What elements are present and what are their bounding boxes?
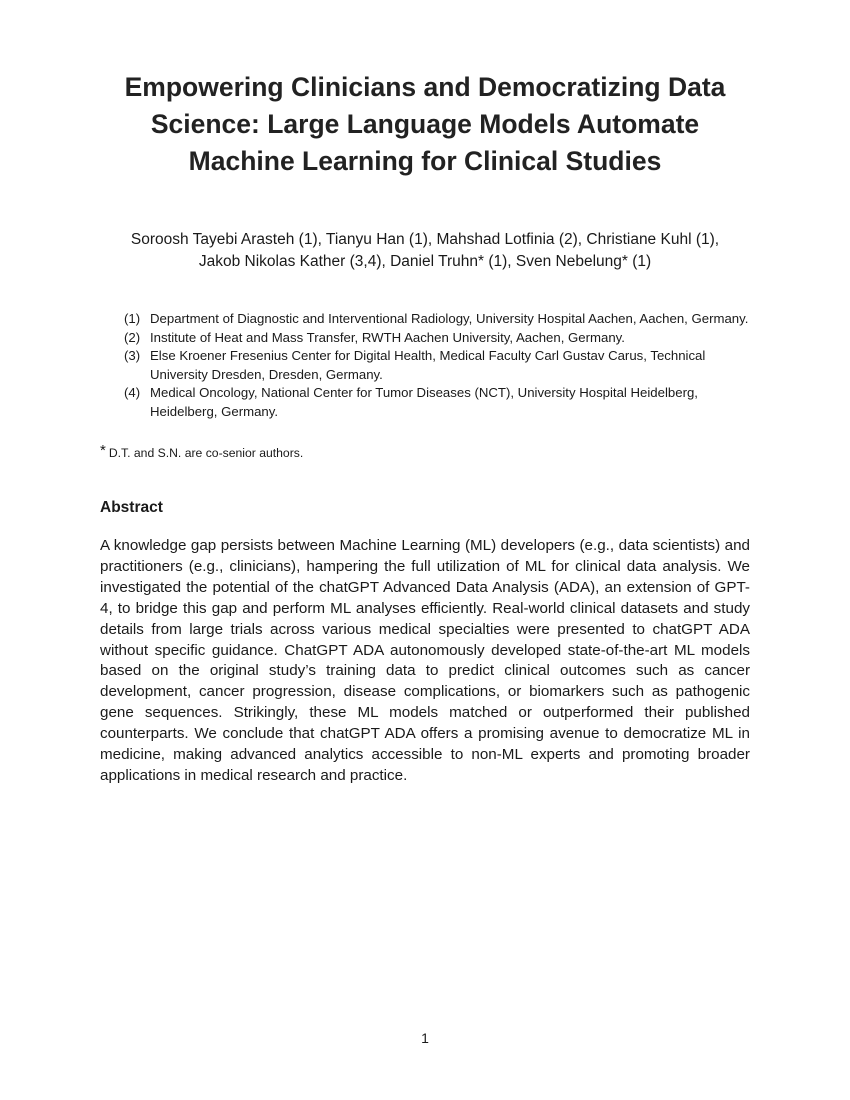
affiliation-number: (3): [124, 348, 141, 363]
page-number: 1: [421, 1030, 429, 1046]
affiliation-item: [124, 347, 764, 384]
paper-title: [60, 69, 790, 180]
author-line: Soroosh Tayebi Arasteh (1), Tianyu Han (1), Mahshad Lotfinia (2), Christiane Kuhl (1),: [130, 231, 720, 248]
affiliation-text: Department of Diagnostic and Interventional Radiology, University Hospital Aachen, Aachen, Germany.: [150, 311, 749, 326]
title-line: Empowering Clinicians and Democratizing Data: [124, 72, 726, 102]
author-list: [60, 229, 790, 273]
author-line: Jakob Nikolas Kather (3,4), Daniel Truhn* (1), Sven Nebelung* (1): [198, 253, 652, 270]
affiliation-item: [124, 329, 764, 348]
co-senior-text: D.T. and S.N. are co-senior authors.: [108, 446, 304, 460]
affiliation-item: [124, 310, 764, 329]
title-line: Science: Large Language Models Automate: [150, 109, 700, 139]
title-line: Machine Learning for Clinical Studies: [188, 146, 662, 176]
affiliation-number: (1): [124, 311, 141, 326]
affiliation-text: Institute of Heat and Mass Transfer, RWTH Aachen University, Aachen, Germany.: [150, 329, 625, 345]
affiliation-list: [124, 310, 764, 421]
affiliation-number: (2): [124, 329, 141, 345]
affiliation-number: (4): [124, 385, 141, 400]
affiliation-item: [124, 384, 764, 421]
co-senior-note: [100, 442, 303, 462]
asterisk-symbol: *: [100, 442, 106, 459]
affiliation-text: Else Kroener Fresenius Center for Digital Health, Medical Faculty Carl Gustav Carus, Technical University Dresden, Dresden, Germany.: [150, 348, 706, 382]
abstract-body: A knowledge gap persists between Machine Learning (ML) developers (e.g., data scientists) and practitioners (e.g., clinicians), hampering the full utilization of ML for clinical data analysis. We investigated the potential of the chatGPT Advanced Data Analysis (ADA), an extension of GPT-4, to bridge this gap and perform ML analyses efficiently. Real-world clinical datasets and study details from large trials across various medical specialties were presented to chatGPT ADA without specific guidance. ChatGPT ADA autonomously developed state-of-the-art ML models based on the original study’s training data to predict clinical outcomes such as cancer development, cancer progression, disease complications, or biomarkers such as pathogenic gene sequences. Strikingly, these ML models matched or outperformed their published counterparts. We conclude that chatGPT ADA offers a promising avenue to democratize ML in medicine, making advanced analytics accessible to non-ML experts and promoting broader applications in medical research and practice.: [100, 537, 750, 784]
abstract-heading: Abstract: [100, 499, 163, 516]
affiliation-text: Medical Oncology, National Center for Tumor Diseases (NCT), University Hospital Heidelberg, Heidelberg, Germany.: [150, 385, 698, 419]
